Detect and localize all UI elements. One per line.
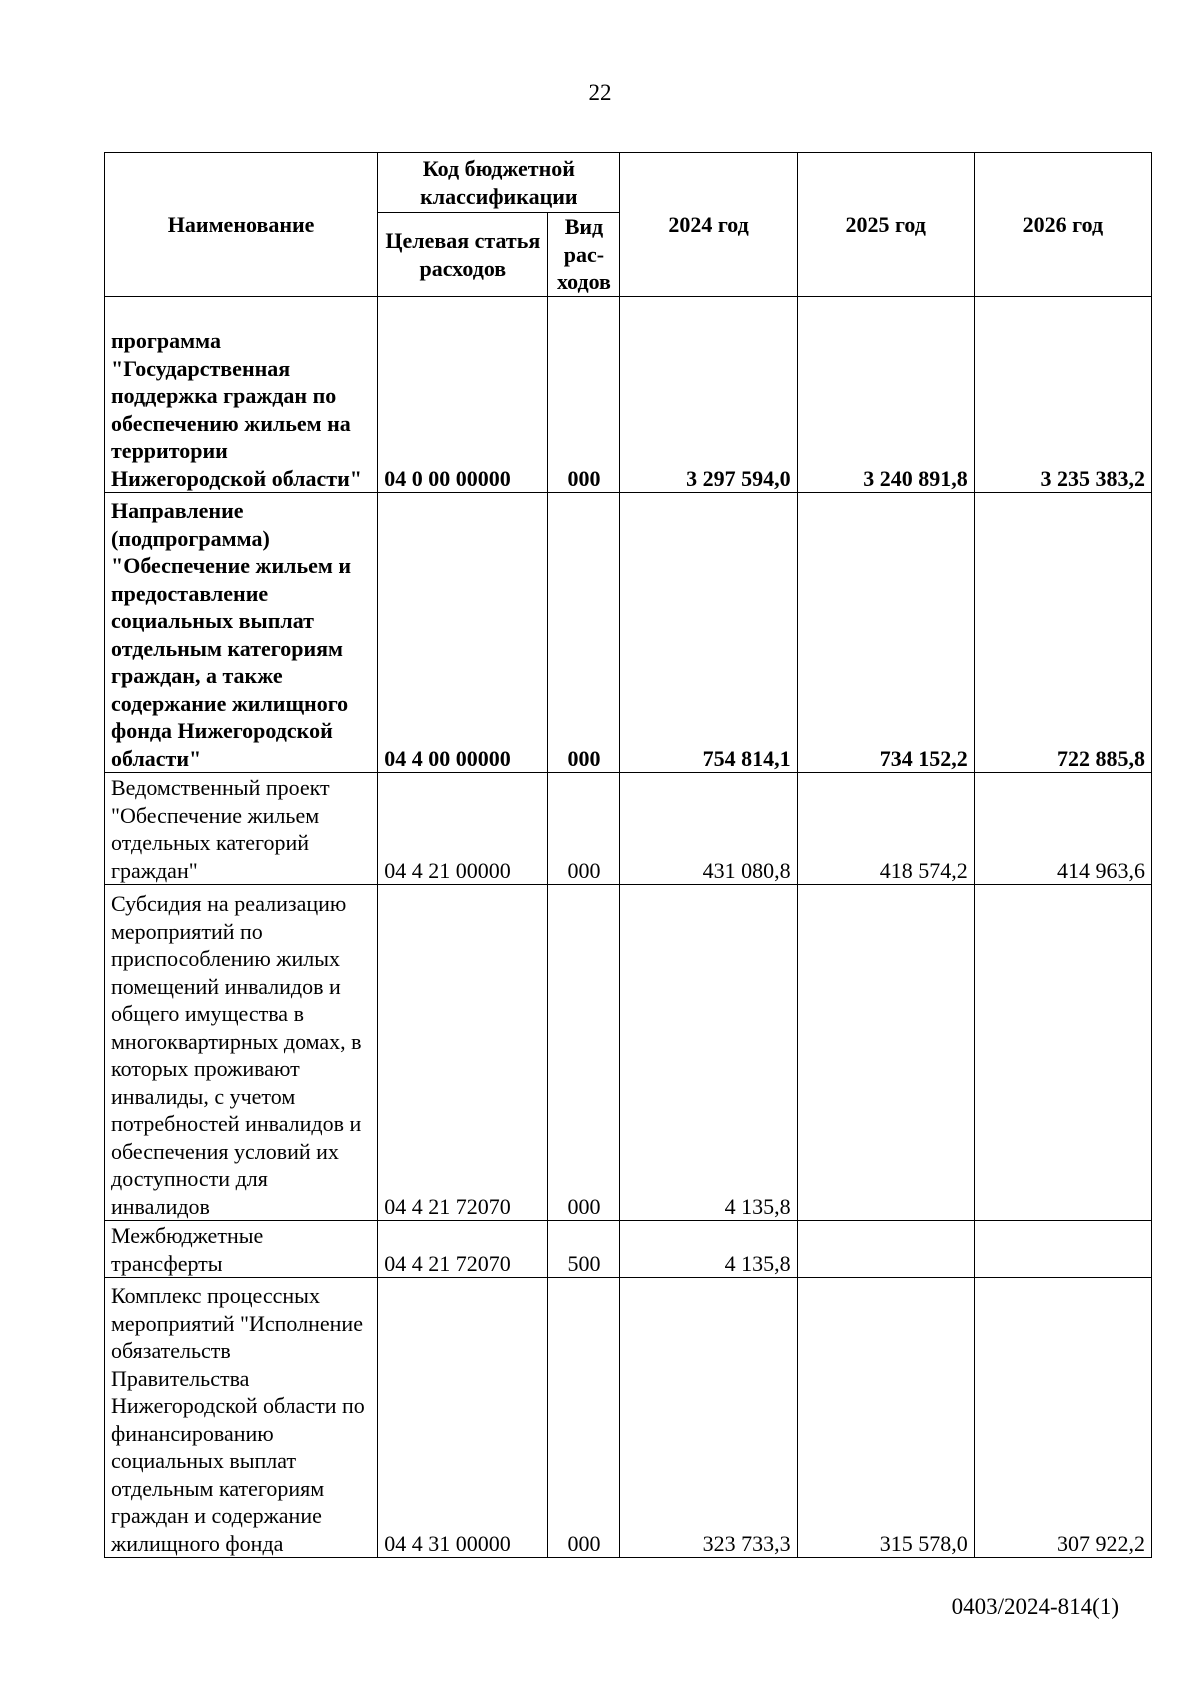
row-2025: 315 578,0 <box>797 1278 974 1558</box>
row-name: Межбюджетные трансферты <box>105 1221 378 1278</box>
header-code-group: Код бюджетной классификации <box>378 153 620 213</box>
row-2024: 4 135,8 <box>620 1221 797 1278</box>
document-registration-code: 0403/2024-814(1) <box>951 1594 1119 1619</box>
row-name: Направление (подпрограмма) "Обеспечение жильем и предоставление социальных выплат отдельным категориям граждан, а также содержание жилищного фонда Нижегородской области" <box>105 493 378 773</box>
row-code: 04 4 21 00000 <box>378 773 548 885</box>
header-2024: 2024 год <box>620 153 797 297</box>
header-kind: Вид рас-ходов <box>548 213 620 297</box>
row-2025: 3 240 891,8 <box>797 297 974 493</box>
table-row <box>105 1278 1152 1558</box>
row-2026 <box>974 885 1151 1221</box>
row-2026: 307 922,2 <box>974 1278 1151 1558</box>
row-kind: 000 <box>548 773 620 885</box>
row-2024: 754 814,1 <box>620 493 797 773</box>
row-2026: 414 963,6 <box>974 773 1151 885</box>
row-name: программа "Государственная поддержка граждан по обеспечению жильем на территории Нижегородской области" <box>105 297 378 493</box>
row-kind: 500 <box>548 1221 620 1278</box>
row-name: Субсидия на реализацию мероприятий по приспособлению жилых помещений инвалидов и общего имущества в многоквартирных домах, в которых проживают инвалиды, с учетом потребностей инвалидов и обеспечения условий их доступности для инвалидов <box>105 885 378 1221</box>
header-name: Наименование <box>105 153 378 297</box>
row-code: 04 0 00 00000 <box>378 297 548 493</box>
row-2024: 431 080,8 <box>620 773 797 885</box>
row-2026: 722 885,8 <box>974 493 1151 773</box>
row-code: 04 4 00 00000 <box>378 493 548 773</box>
row-2024: 3 297 594,0 <box>620 297 797 493</box>
row-code: 04 4 21 72070 <box>378 1221 548 1278</box>
table-row <box>105 773 1152 885</box>
row-2024: 4 135,8 <box>620 885 797 1221</box>
row-code: 04 4 21 72070 <box>378 885 548 1221</box>
table-row <box>105 297 1152 493</box>
row-2025: 734 152,2 <box>797 493 974 773</box>
row-kind: 000 <box>548 493 620 773</box>
header-target-article: Целевая статья расходов <box>378 213 548 297</box>
row-kind: 000 <box>548 1278 620 1558</box>
header-2025: 2025 год <box>797 153 974 297</box>
row-kind: 000 <box>548 297 620 493</box>
budget-table <box>104 152 1152 1558</box>
table-row <box>105 885 1152 1221</box>
row-2026: 3 235 383,2 <box>974 297 1151 493</box>
row-name: Комплекс процессных мероприятий "Исполнение обязательств Правительства Нижегородской области по финансированию социальных выплат отдельным категориям граждан и содержание жилищного фонда <box>105 1278 378 1558</box>
table-row <box>105 1221 1152 1278</box>
row-2025 <box>797 885 974 1221</box>
page-number: 22 <box>588 80 612 105</box>
row-name: Ведомственный проект "Обеспечение жильем отдельных категорий граждан" <box>105 773 378 885</box>
table-row <box>105 493 1152 773</box>
row-2026 <box>974 1221 1151 1278</box>
row-2025 <box>797 1221 974 1278</box>
header-2026: 2026 год <box>974 153 1151 297</box>
row-2024: 323 733,3 <box>620 1278 797 1558</box>
row-code: 04 4 31 00000 <box>378 1278 548 1558</box>
row-kind: 000 <box>548 885 620 1221</box>
row-2025: 418 574,2 <box>797 773 974 885</box>
